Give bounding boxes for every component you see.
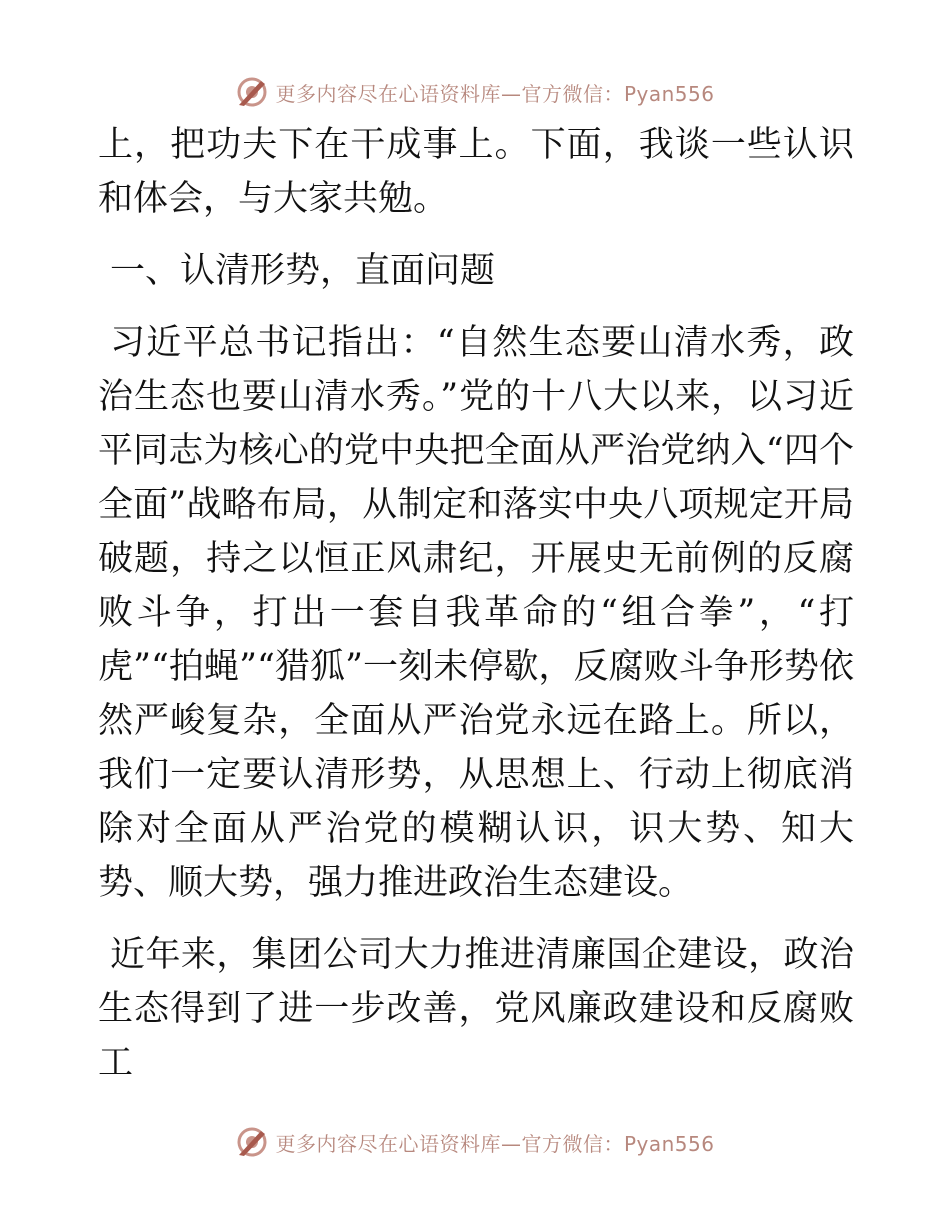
- footer-watermark-banner: [0, 1122, 950, 1162]
- watermark-text: 更多内容尽在心语资料库—官方微信：Pyan556: [275, 81, 715, 106]
- paragraph-quote: 习近平总书记指出：“自然生态要山清水秀，政治生态也要山清水秀。”党的十八大以来，以习近平同志为核心的党中央把全面从严治党纳入“四个全面”战略布局，从制定和落实中央八项规定开局破题，持之以恒正风肃纪，开展史无前例的反腐败斗争，打出一套自我革命的“组合拳”，“打虎”“拍蝇”“猎狐”一刻未停歇，反腐败斗争形势依然严峻复杂，全面从严治党永远在路上。所以，我们一定要认清形势，从思想上、行动上彻底消除对全面从严治党的模糊认识，识大势、知大势、顺大势，强力推进政治生态建设。: [98, 323, 854, 903]
- watermark-text: 更多内容尽在心语资料库—官方微信：Pyan556: [275, 1131, 715, 1156]
- quill-pen-logo-icon: [235, 75, 269, 109]
- quill-pen-logo-icon: [235, 1125, 269, 1159]
- section-heading: 一、认清形势，直面问题: [110, 251, 496, 291]
- header-watermark-banner: [0, 72, 950, 112]
- paragraph-continued: 上，把功夫下在干成事上。下面，我谈一些认识和体会，与大家共勉。: [98, 125, 854, 219]
- paragraph-recent-years: 近年来，集团公司大力推进清廉国企建设，政治生态得到了进一步改善，党风廉政建设和反腐败工: [98, 935, 854, 1083]
- document-body: [98, 118, 854, 1090]
